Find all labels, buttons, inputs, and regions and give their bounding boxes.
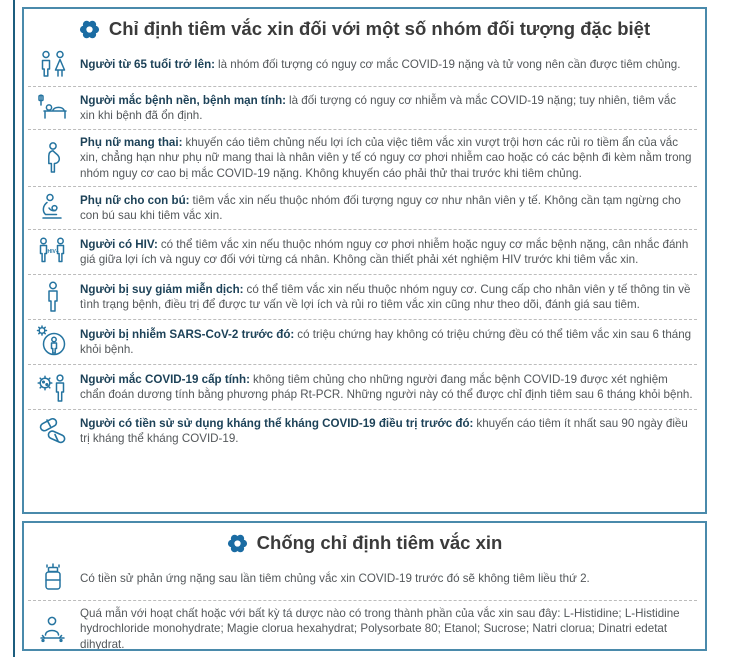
allergy-person-icon	[32, 613, 74, 645]
row-body-text: là đối tượng có nguy cơ nhiễm và mắc COVID-19 nặng; tuy nhiên, tiêm vắc xin khi bệnh đã ổn định.	[80, 93, 677, 122]
row-body-text: Quá mẫn với hoạt chất hoặc với bất kỳ tá dược nào có trong thành phần của vắc xin sau đây: L-Histidine; L-Histidine hydrochloride monohydrate; Magie clorua hexahydrat; Polysorbate 80; Etanol; Sucrose; Natri clorua; Dinatri edetat dihydrat.	[80, 607, 680, 651]
row-body-text: tiêm vắc xin nếu thuộc nhóm đối tượng nguy cơ như nhân viên y tế. Không cần tạm ngừng cho con bú sau khi tiêm vắc xin.	[80, 193, 681, 223]
guideline-row	[28, 601, 697, 651]
row-lead-label: Phụ nữ mang thai:	[80, 136, 183, 149]
antibody-capsules-icon	[32, 415, 74, 447]
indications-list	[24, 44, 705, 452]
indications-panel	[22, 7, 707, 514]
hiv-people-icon	[32, 235, 74, 269]
guideline-row	[28, 44, 697, 87]
row-lead-label: Người bị suy giảm miễn dịch:	[80, 282, 244, 296]
row-body-text: có thể tiêm vắc xin nếu thuộc nhóm nguy cơ. Cung cấp cho nhân viên y tế thông tin về tình trạng bệnh, điều trị để được tư vấn về lợi ích và rủi ro tiêm vắc xin cũng như theo dõi, đánh giá sau tiêm.	[80, 282, 691, 312]
row-body-text: không tiêm chủng cho những người đang mắc bệnh COVID-19 được xét nghiệm chẩn đoán dương tính bằng phương pháp Rt-PCR. Những người này có thể được chỉ định tiêm sau 6 tháng khỏi bệnh.	[80, 372, 693, 402]
pregnant-woman-icon	[32, 141, 74, 175]
prior-sars-cov-2-infection-icon	[32, 325, 74, 359]
contraindications-header	[24, 523, 705, 558]
gear-icon	[227, 533, 248, 554]
guideline-row	[28, 320, 697, 365]
guideline-row	[28, 365, 697, 410]
row-lead-label: Người bị nhiễm SARS-CoV-2 trước đó:	[80, 327, 295, 341]
contraindications-panel	[22, 521, 707, 651]
row-lead-label: Người mắc bệnh nền, bệnh mạn tính:	[80, 93, 287, 107]
vaccine-vial-icon	[32, 563, 74, 595]
guideline-row	[28, 130, 697, 187]
breastfeeding-icon	[32, 192, 74, 224]
guideline-row	[28, 275, 697, 320]
left-edge-rule	[13, 0, 15, 657]
row-body-text: khuyến cáo tiêm ít nhất sau 90 ngày điều trị kháng thể kháng COVID-19.	[80, 416, 688, 446]
indications-header	[24, 9, 705, 44]
guideline-row	[28, 87, 697, 130]
immunocompromised-person-icon	[32, 280, 74, 314]
row-lead-label: Phụ nữ cho con bú:	[80, 193, 190, 207]
row-body-text: có thể tiêm vắc xin nếu thuộc nhóm nguy cơ phơi nhiễm hoặc nguy cơ mắc bệnh nặng, cân nhắc đánh giá giữa lợi ích và nguy cơ đối với từng cá nhân. Không cần thiết phải xét nghiệm HIV trước khi tiêm vắc xin.	[80, 237, 689, 267]
guideline-row	[28, 410, 697, 452]
elderly-couple-icon	[32, 49, 74, 81]
row-body-text: Có tiền sử phản ứng nặng sau lần tiêm chủng vắc xin COVID-19 trước đó sẽ không tiêm liều thứ 2.	[80, 572, 590, 586]
row-lead-label: Người có HIV:	[80, 237, 158, 251]
bedridden-patient-icon	[32, 92, 74, 124]
acute-covid-patient-icon	[32, 370, 74, 404]
row-body-text: là nhóm đối tượng có nguy cơ mắc COVID-19 nặng và tử vong nên cần được tiêm chủng.	[218, 58, 681, 72]
indications-title: Chỉ định tiêm vắc xin đối với một số nhóm đối tượng đặc biệt	[108, 18, 651, 39]
gear-icon	[79, 19, 100, 40]
row-lead-label: Người mắc COVID-19 cấp tính:	[80, 372, 250, 386]
guideline-row	[28, 187, 697, 230]
contraindications-list	[24, 558, 705, 651]
row-body-text: có triệu chứng hay không có triệu chứng đều có thể tiêm vắc xin sau 6 tháng khỏi bệnh.	[80, 327, 692, 357]
contraindications-title: Chống chỉ định tiêm vắc xin	[256, 532, 503, 553]
row-lead-label: Người có tiền sử sử dụng kháng thể kháng COVID-19 điều trị trước đó:	[80, 416, 474, 430]
row-lead-label: Người từ 65 tuổi trở lên:	[80, 58, 216, 72]
guideline-row	[28, 558, 697, 601]
guideline-row	[28, 230, 697, 275]
row-body-text: khuyến cáo tiêm chủng nếu lợi ích của việc tiêm vắc xin vượt trội hơn các rủi ro tiềm ẩn của vắc xin, chẳng hạn như phụ nữ mang thai là nhân viên y tế có nguy cơ phơi nhiễm cao hoặc có các bệnh đi kèm nằm trong nhóm nguy cơ cao bị mắc COVID-19 nặng. Không khuyến cáo phải thử thai trước khi tiêm chủng.	[80, 136, 692, 180]
svg-text:HIV+: HIV+	[47, 249, 59, 256]
